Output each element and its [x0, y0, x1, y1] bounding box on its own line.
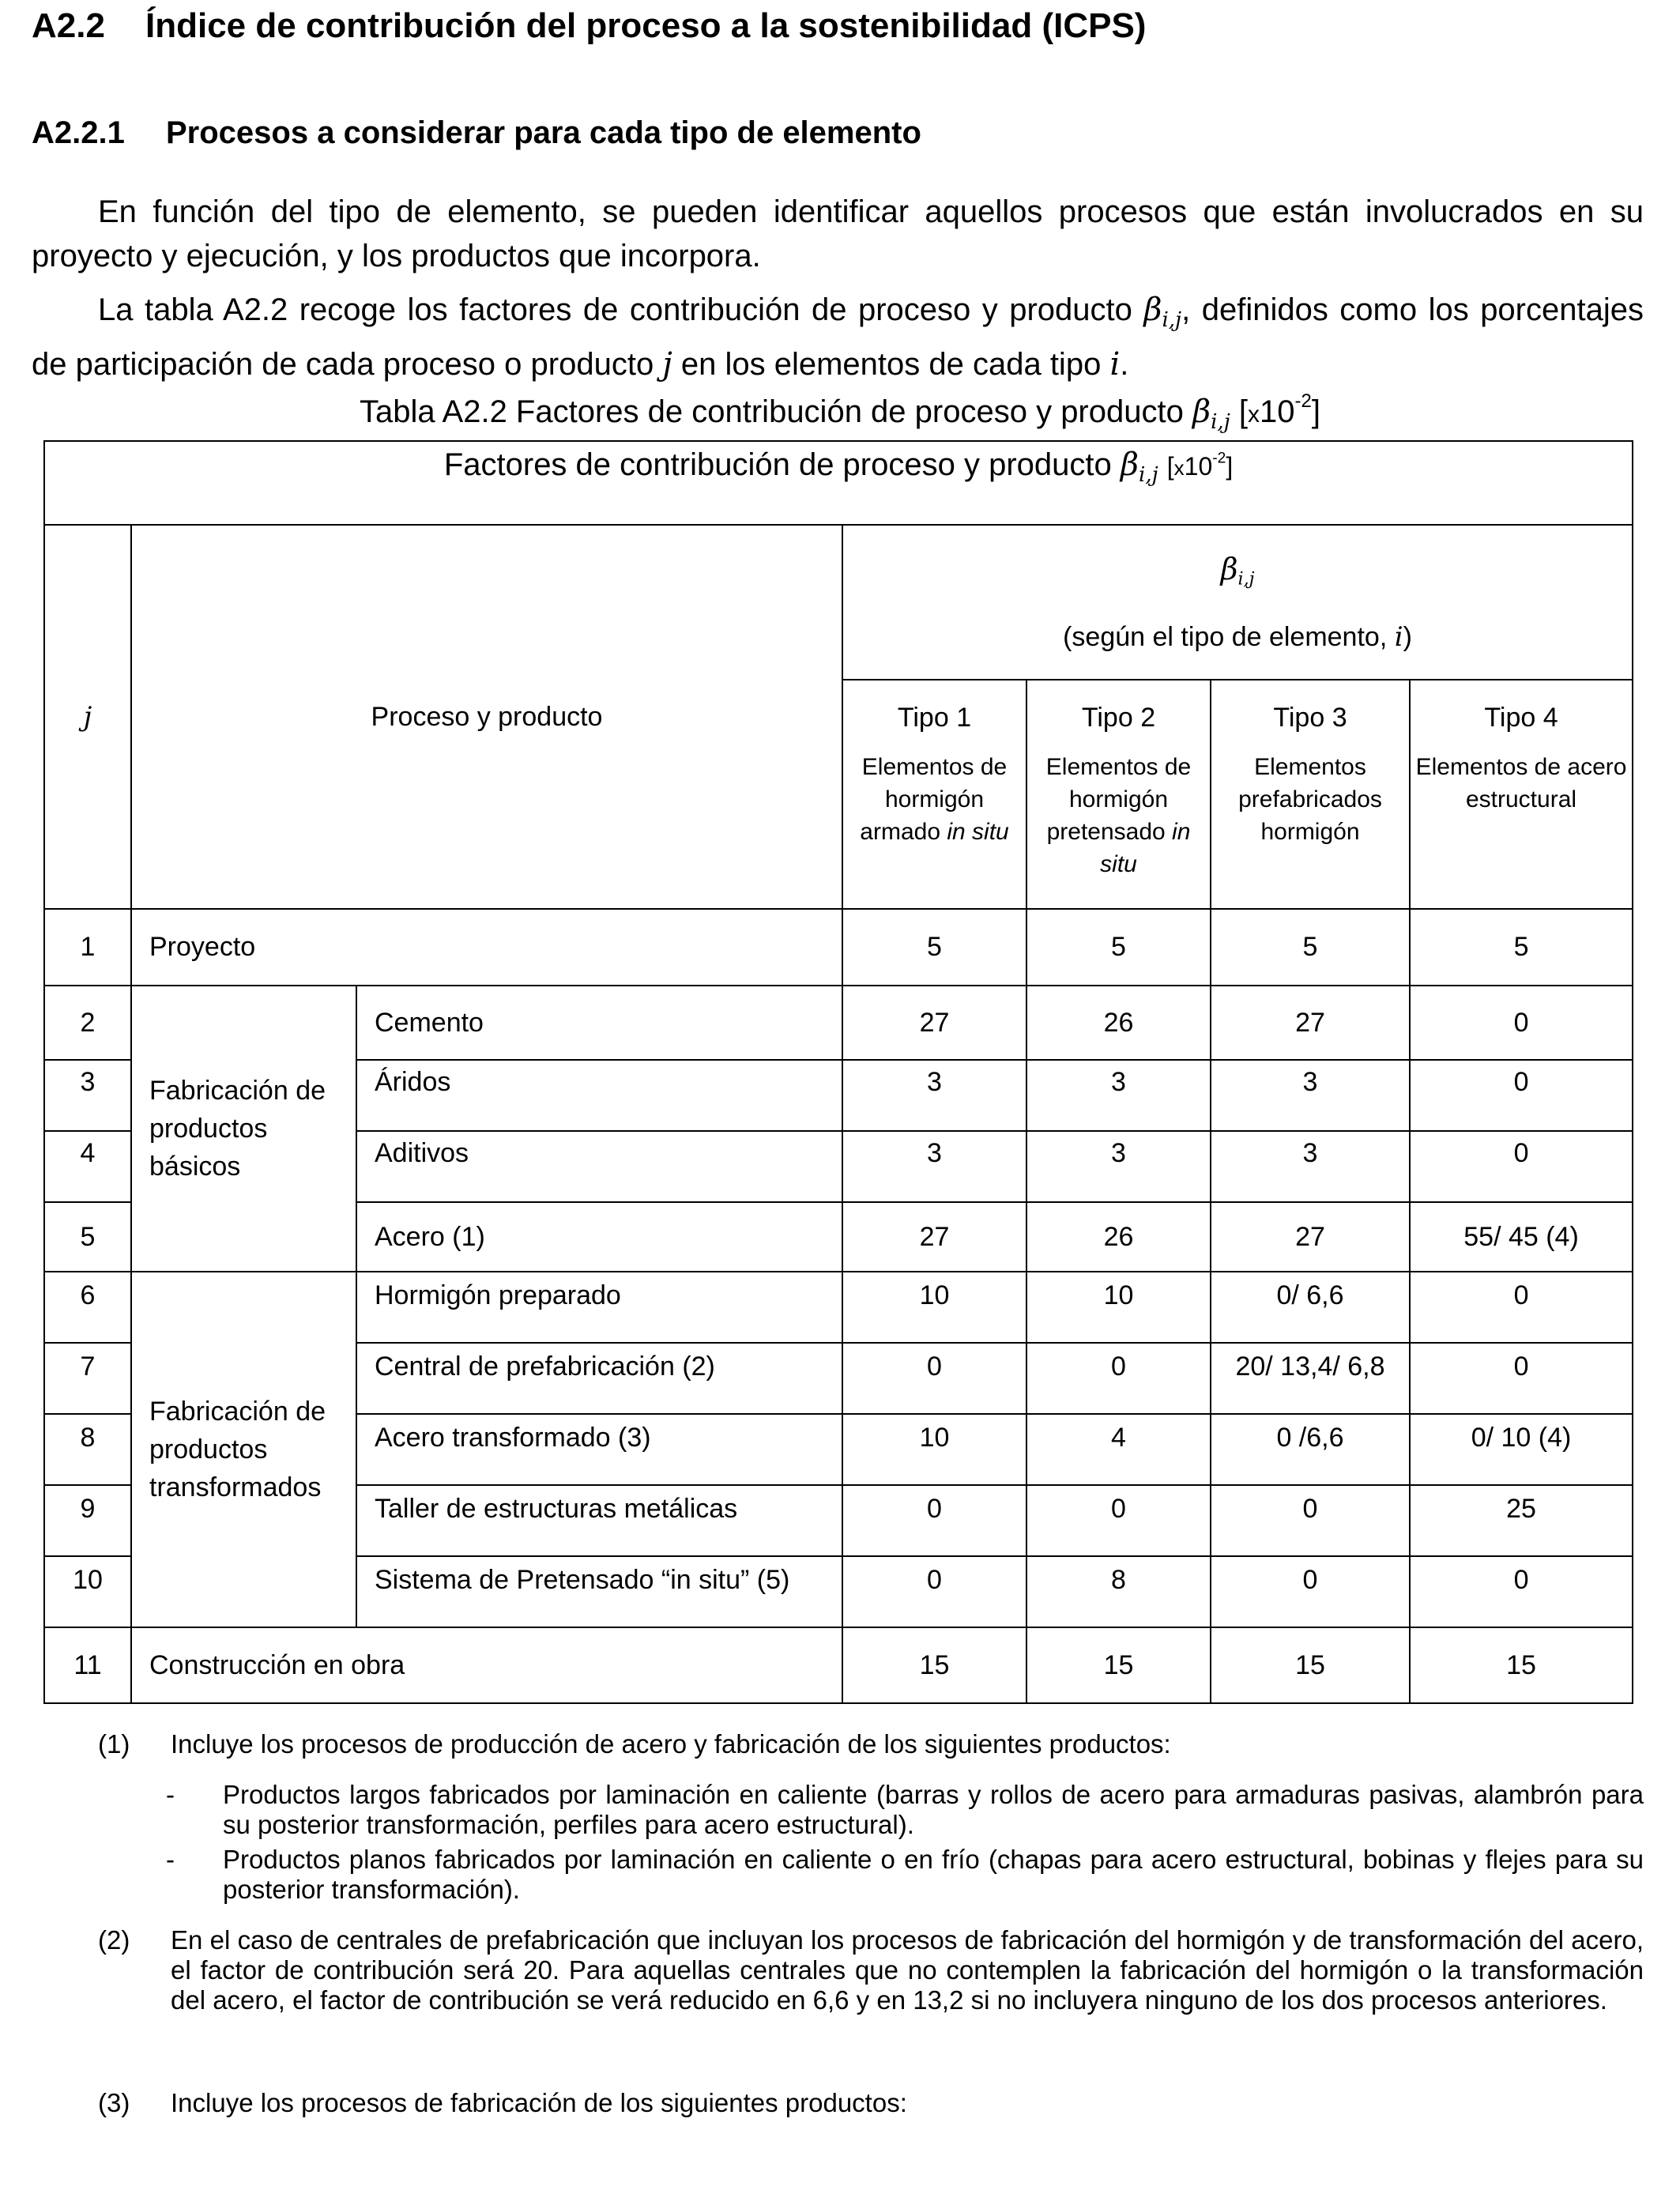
- note-3-text: Incluye los procesos de fabricación de los siguientes productos:: [171, 2088, 907, 2117]
- subsection-number: A2.2.1: [32, 115, 125, 150]
- tipo-2-name: Tipo 2: [1081, 703, 1156, 733]
- value-tipo-2: 3: [1026, 1060, 1211, 1131]
- paragraph-text-part3: en los elementos de cada tipo: [680, 346, 1102, 382]
- group-transformados: Fabricación de productos transformados: [131, 1272, 356, 1627]
- row-j: 9: [44, 1485, 131, 1556]
- paragraph-intro: En función del tipo de elemento, se pueden identificar aquellos procesos que están involucrados en su proyecto y ejecución, y los productos que incorpora.: [32, 194, 1644, 273]
- subtitle-i: i: [1394, 620, 1403, 653]
- beta-subscript: i,j: [1162, 307, 1182, 332]
- tipo-2-desc-italic: in situ: [1100, 819, 1191, 877]
- value-tipo-1: 10: [842, 1272, 1026, 1343]
- value-tipo-1: 27: [842, 1202, 1026, 1272]
- tipo-1-header: [842, 680, 1026, 909]
- row-j: 5: [44, 1202, 131, 1272]
- tipo-3-header: [1211, 680, 1410, 909]
- table-caption: [0, 390, 1680, 434]
- tipo-1-name: Tipo 1: [897, 703, 972, 733]
- value-tipo-4: 55/ 45 (4): [1410, 1202, 1633, 1272]
- table-row: [44, 1627, 1633, 1703]
- unit-exponent: -2: [1294, 390, 1312, 412]
- tipo-2-desc-text: Elementos de hormigón pretensado: [1045, 754, 1192, 845]
- value-tipo-2: 5: [1026, 909, 1211, 986]
- table-unit-x: x: [1173, 456, 1185, 480]
- value-tipo-3: 27: [1211, 986, 1410, 1060]
- subtitle-post: ): [1403, 621, 1412, 652]
- header-j-cell: [44, 525, 131, 909]
- value-tipo-3: 0: [1211, 1485, 1410, 1556]
- value-tipo-4: 0: [1410, 1272, 1633, 1343]
- contribution-factors-table: [43, 440, 1633, 1704]
- unit-x: x: [1248, 401, 1260, 428]
- note-1-label: (1): [98, 1729, 130, 1759]
- row-j: 1: [44, 909, 131, 986]
- table-title-unit: [1167, 452, 1233, 481]
- bullet-2-text: Productos planos fabricados por laminación en caliente o en frío (chapas para acero estructural, bobinas y flejes para su posterior transformación).: [223, 1845, 1644, 1904]
- unit-open: [: [1238, 394, 1249, 429]
- math-i: i: [1109, 345, 1121, 383]
- value-tipo-4: 25: [1410, 1485, 1633, 1556]
- tipo-4-header: [1410, 680, 1633, 909]
- tipo-1-desc-text: Elementos de hormigón armado: [860, 754, 1008, 845]
- value-tipo-4: 5: [1410, 909, 1633, 986]
- table-row: [44, 986, 1633, 1060]
- paragraph-table-reference: [32, 288, 1644, 386]
- table-title: Factores de contribución de proceso y producto: [443, 447, 1112, 482]
- row-j: 11: [44, 1627, 131, 1703]
- value-tipo-1: 15: [842, 1627, 1026, 1703]
- row-j: 7: [44, 1343, 131, 1414]
- value-tipo-1: 3: [842, 1060, 1026, 1131]
- value-tipo-2: 3: [1026, 1131, 1211, 1202]
- beta-header-row: [44, 525, 1633, 680]
- bullet-dash: -: [166, 1780, 175, 1809]
- row-j: 4: [44, 1131, 131, 1202]
- value-tipo-3: 0 /6,6: [1211, 1414, 1410, 1485]
- value-tipo-3: 20/ 13,4/ 6,8: [1211, 1343, 1410, 1414]
- value-tipo-2: 26: [1026, 1202, 1211, 1272]
- row-label: Hormigón preparado: [356, 1272, 842, 1343]
- value-tipo-4: 15: [1410, 1627, 1633, 1703]
- value-tipo-2: 4: [1026, 1414, 1211, 1485]
- table-title-cell: [44, 441, 1633, 525]
- header-beta-subtitle: [843, 621, 1632, 653]
- value-tipo-4: 0: [1410, 1343, 1633, 1414]
- note-2-text: En el caso de centrales de prefabricación que incluyan los procesos de fabricación del hormigón y de transformación del acero, el factor de contribución será 20. Para aquellas centrales que no contemplen la fabricación del hormigón o la transformación del acero, el factor de contribución se verá reducido en 6,6 y en 13,2 si no incluyera ninguno de los dos procesos anteriores.: [171, 1925, 1644, 2015]
- note-1-text: Incluye los procesos de producción de acero y fabricación de los siguientes productos:: [171, 1729, 1171, 1759]
- note-2-label: (2): [98, 1925, 130, 1955]
- value-tipo-2: 26: [1026, 986, 1211, 1060]
- tipo-3-name: Tipo 3: [1273, 703, 1347, 733]
- value-tipo-4: 0: [1410, 1556, 1633, 1627]
- section-number: A2.2: [32, 6, 105, 45]
- value-tipo-3: 27: [1211, 1202, 1410, 1272]
- table-unit-open: [: [1166, 452, 1174, 481]
- caption-beta-subscript: i,j: [1211, 409, 1230, 434]
- value-tipo-2: 15: [1026, 1627, 1211, 1703]
- beta-symbol: β: [1143, 292, 1162, 328]
- unit-base: 10: [1260, 394, 1295, 429]
- tipo-3-desc: Elementos prefabricados hormigón: [1238, 754, 1382, 845]
- paragraph-text-part2: , definidos como los porcentajes de participación de cada proceso o producto: [32, 292, 1644, 382]
- paragraph-end: .: [1120, 346, 1129, 382]
- row-label: Áridos: [356, 1060, 842, 1131]
- subtitle-pre: (según el tipo de elemento,: [1063, 621, 1388, 652]
- caption-unit: [1238, 390, 1320, 429]
- value-tipo-1: 3: [842, 1131, 1026, 1202]
- table-title-beta-subscript: i,j: [1139, 462, 1158, 487]
- row-label: Proyecto: [131, 909, 842, 986]
- table-row: [44, 1272, 1633, 1343]
- table-unit-exponent: -2: [1212, 450, 1226, 467]
- value-tipo-1: 0: [842, 1556, 1026, 1627]
- paragraph-text-part1: La tabla A2.2 recoge los factores de contribución de proceso y producto: [98, 292, 1132, 327]
- value-tipo-2: 0: [1026, 1485, 1211, 1556]
- header-beta: [843, 552, 1632, 590]
- header-beta-cell: [842, 525, 1633, 680]
- header-j: j: [83, 701, 92, 733]
- caption-beta: β: [1192, 394, 1211, 430]
- tipo-4-desc: Elementos de acero estructural: [1415, 754, 1627, 812]
- value-tipo-4: 0: [1410, 1131, 1633, 1202]
- value-tipo-3: 3: [1211, 1131, 1410, 1202]
- row-label: Sistema de Pretensado “in situ” (5): [356, 1556, 842, 1627]
- row-j: 8: [44, 1414, 131, 1485]
- value-tipo-2: 0: [1026, 1343, 1211, 1414]
- row-label: Taller de estructuras metálicas: [356, 1485, 842, 1556]
- bullet-1-text: Productos largos fabricados por laminación en caliente (barras y rollos de acero para armaduras pasivas, alambrón para su posterior transformación, perfiles para acero estructural).: [223, 1780, 1644, 1839]
- row-label: Cemento: [356, 986, 842, 1060]
- subsection-title: Procesos a considerar para cada tipo de elemento: [166, 115, 921, 150]
- tipo-2-desc: [1027, 751, 1210, 880]
- section-title: Índice de contribución del proceso a la sostenibilidad (ICPS): [145, 6, 1147, 45]
- header-proceso: Proceso y producto: [371, 701, 603, 732]
- bullet-dash: -: [166, 1845, 175, 1874]
- value-tipo-1: 0: [842, 1343, 1026, 1414]
- table-title-row: [44, 441, 1633, 525]
- row-j: 3: [44, 1060, 131, 1131]
- value-tipo-3: 15: [1211, 1627, 1410, 1703]
- header-beta-symbol: β: [1220, 552, 1238, 587]
- value-tipo-3: 0/ 6,6: [1211, 1272, 1410, 1343]
- table-unit-base: 10: [1184, 452, 1213, 481]
- tipo-4-name: Tipo 4: [1484, 703, 1558, 733]
- value-tipo-1: 5: [842, 909, 1026, 986]
- tipo-1-desc: [843, 751, 1026, 848]
- row-label: Acero transformado (3): [356, 1414, 842, 1485]
- math-j: j: [662, 345, 672, 383]
- value-tipo-1: 0: [842, 1485, 1026, 1556]
- row-label: Acero (1): [356, 1202, 842, 1272]
- value-tipo-2: 10: [1026, 1272, 1211, 1343]
- row-label: Central de prefabricación (2): [356, 1343, 842, 1414]
- value-tipo-3: 3: [1211, 1060, 1410, 1131]
- row-j: 10: [44, 1556, 131, 1627]
- value-tipo-4: 0: [1410, 986, 1633, 1060]
- value-tipo-2: 8: [1026, 1556, 1211, 1627]
- section-heading: [32, 6, 1146, 46]
- group-basicos: Fabricación de productos básicos: [131, 986, 356, 1272]
- value-tipo-4: 0/ 10 (4): [1410, 1414, 1633, 1485]
- row-label: Aditivos: [356, 1131, 842, 1202]
- header-proceso-cell: [131, 525, 842, 909]
- row-j: 6: [44, 1272, 131, 1343]
- table-title-beta: β: [1120, 447, 1139, 483]
- row-label: Construcción en obra: [131, 1627, 842, 1703]
- tipo-1-desc-italic: in situ: [947, 819, 1009, 845]
- tipo-2-header: [1026, 680, 1211, 909]
- table-unit-close: ]: [1226, 452, 1234, 481]
- value-tipo-1: 10: [842, 1414, 1026, 1485]
- value-tipo-3: 5: [1211, 909, 1410, 986]
- header-beta-subscript: i,j: [1237, 568, 1255, 590]
- row-j: 2: [44, 986, 131, 1060]
- value-tipo-1: 27: [842, 986, 1026, 1060]
- caption-text: Tabla A2.2 Factores de contribución de proceso y producto: [360, 394, 1184, 429]
- note-3-label: (3): [98, 2088, 130, 2117]
- value-tipo-3: 0: [1211, 1556, 1410, 1627]
- unit-close: ]: [1311, 394, 1320, 429]
- value-tipo-4: 0: [1410, 1060, 1633, 1131]
- table-row: [44, 909, 1633, 986]
- subsection-heading: [32, 115, 921, 151]
